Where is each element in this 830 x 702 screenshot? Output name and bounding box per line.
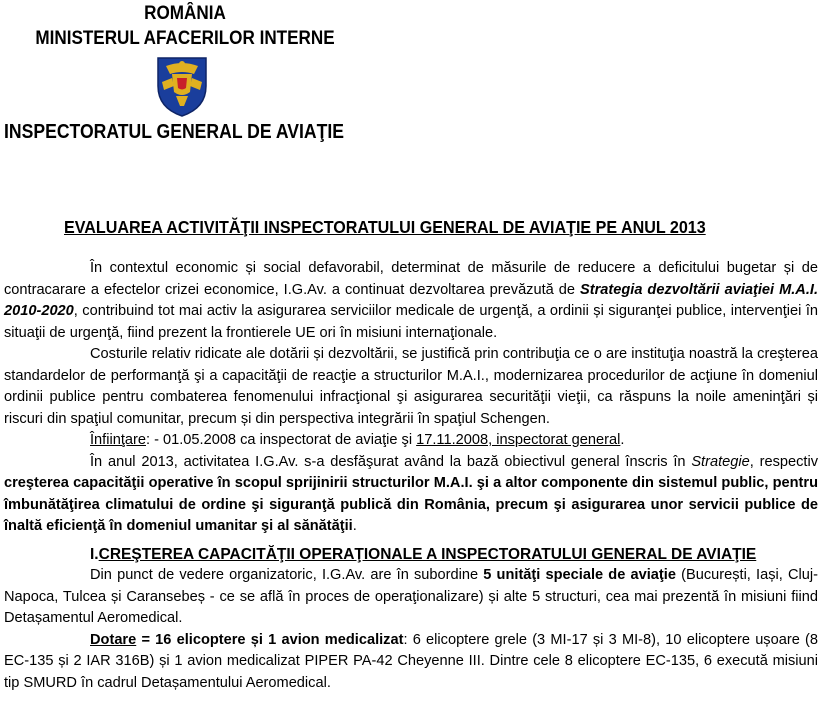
paragraph-costs: Costurile relativ ridicate ale dotării și dezvoltării, se justifică prin contribuţia ce o are instituţia noastră la creşterea standardelor de performanţă şi a capacităţii de reacţie a structurilor M.A.I., modernizarea procedurilor de acţiune în domeniul ordinii publice pentru combaterea fenomenului infracţional şi asigurarea securităţii vieţii, ca răspuns la noile ameninţări și riscuri din spaţiul comunitar, precum și din perspectiva integrării în spaţiul Schengen.	[4, 346, 818, 427]
inspectorate-heading: INSPECTORATUL GENERAL DE AVIAŢIE	[4, 121, 344, 143]
coat-of-arms-icon	[150, 52, 214, 118]
document-body	[4, 258, 818, 694]
paragraph-organization: Din punct de vedere organizatoric, I.G.Av. are în subordine 5 unităţi speciale de aviaţie (București, Iași, Cluj-Napoca, Tulcea și Caransebeș - ce se află în proces de operaţionalizare) și alte 5 structuri, cea mai prezentă în misiuni fiind Detașamentul Aeromedical.	[4, 567, 818, 626]
paragraph-fleet: Dotare = 16 elicoptere și 1 avion medicalizat: 6 elicoptere grele (3 MI-17 și 3 MI-8), 10 elicoptere ușoare (8 EC-135 și 2 IAR 316B) și 1 avion medicalizat PIPER PA-42 Cheyenne III. Dintre cele 8 elicoptere EC-135, 6 execută misiuni tip SMURD în cadrul Detașamentului Aeromedical.	[4, 631, 818, 691]
ministry-heading: MINISTERUL AFACERILOR INTERNE	[35, 28, 335, 49]
paragraph-objective: În anul 2013, activitatea I.G.Av. s-a desfăşurat având la bază obiectivul general înscris în Strategie, respectiv creşterea capacităţii operative în scopul sprijinirii structurilor M.A.I. şi a altor componente din sistemul public, pentru îmbunătăţirea climatului de ordine şi siguranţă publică din România, precum şi asigurarea unor servicii publice de înaltă eficienţă în domeniul umanitar şi al sănătăţii.	[4, 453, 818, 534]
document-title: EVALUAREA ACTIVITĂŢII INSPECTORATULUI GENERAL DE AVIAŢIE PE ANUL 2013	[64, 217, 706, 237]
paragraph-context: În contextul economic și social defavorabil, determinat de măsurile de reducere a deficitului bugetar și de contracarare a efectelor crizei economice, I.G.Av. a continuat dezvoltarea prevăzută de Strategia dezvoltării aviaţiei M.A.I. 2010-2020, contribuind tot mai activ la asigurarea serviciilor medicale de urgenţă, a ordinii și siguranţei publice, intervenţiei în situaţii de urgenţă, fiind prezent la frontierele UE ori în misiuni internaţionale.	[4, 260, 818, 341]
country-heading: ROMÂNIA	[144, 3, 226, 24]
paragraph-founding: Înfiinţare: - 01.05.2008 ca inspectorat de aviaţie şi 17.11.2008, inspectorat general.	[90, 432, 625, 448]
section-heading: I.CREŞTEREA CAPACITĂŢII OPERAŢIONALE A INSPECTORATULUI GENERAL DE AVIAŢIE	[90, 545, 757, 563]
